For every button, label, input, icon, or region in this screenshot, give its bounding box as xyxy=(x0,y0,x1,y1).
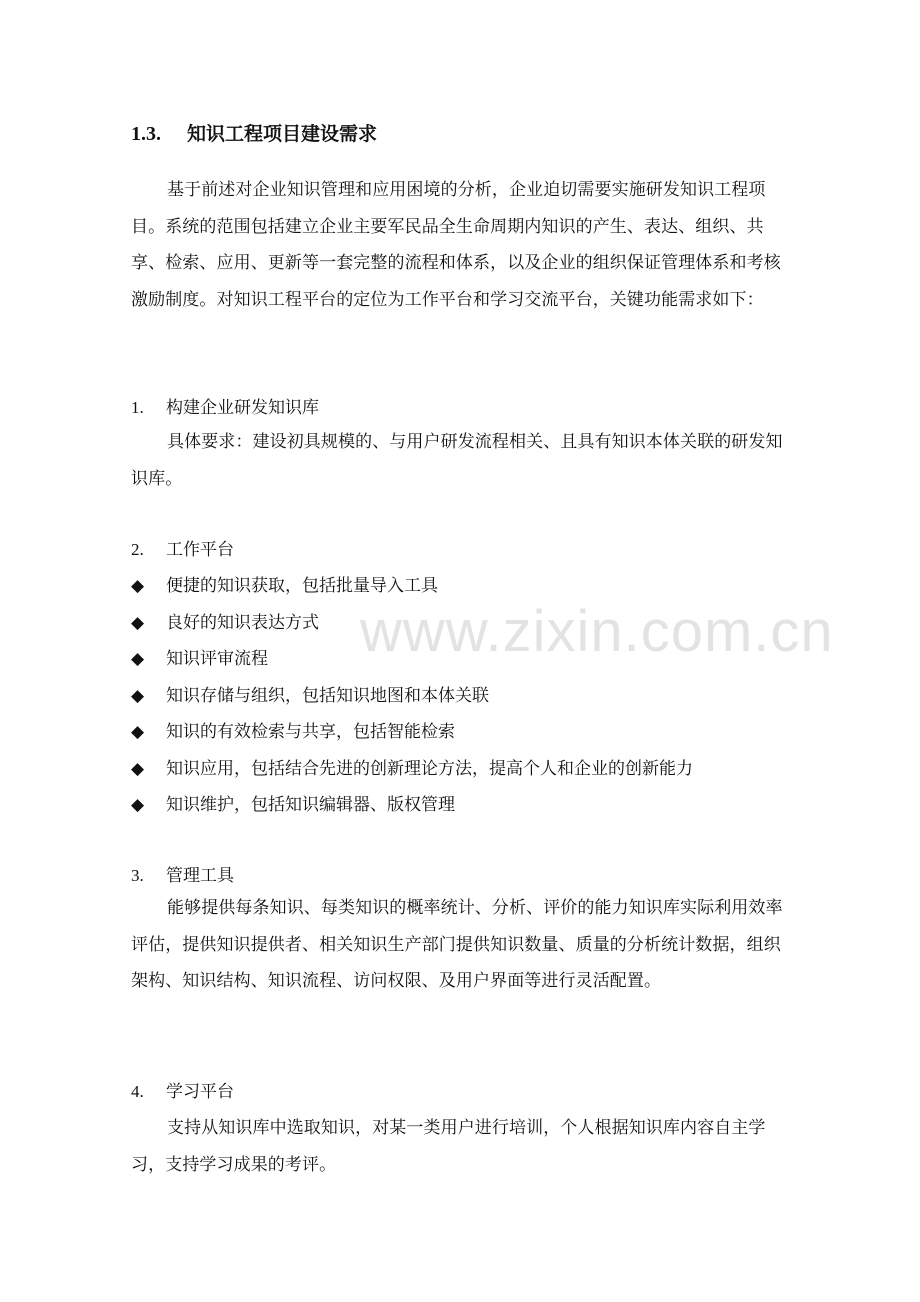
watermark: www.zixin.com.cn xyxy=(360,599,834,664)
diamond-bullet-icon: ◆ xyxy=(131,612,145,633)
item-2-label: 工作平台 xyxy=(166,540,234,560)
item-4-label: 学习平台 xyxy=(166,1082,234,1102)
bullet-text: 知识存储与组织，包括知识地图和本体关联 xyxy=(166,685,489,706)
intro-paragraph: 基于前述对企业知识管理和应用困境的分析，企业迫切需要实施研发知识工程项目。系统的范围包括建立企业主要军民品全生命周期内知识的产生、表达、组织、共享、检索、应用、更新等一套完整的流程和体系，以及企业的组织保证管理体系和考核激励制度。对知识工程平台的定位为工作平台和学习交流平台，关键功能需求如下： xyxy=(131,180,781,310)
diamond-bullet-icon: ◆ xyxy=(131,795,145,815)
bullet-text: 知识的有效检索与共享，包括智能检索 xyxy=(166,722,455,742)
section-heading xyxy=(131,121,377,147)
item-3-body: 能够提供每条知识、每类知识的概率统计、分析、评价的能力知识库实际利用效率评估，提供知识提供者、相关知识生产部门提供知识数量、质量的分析统计数据，组织架构、知识结构、知识流程、访问权限、及用户界面等进行灵活配置。 xyxy=(131,898,783,991)
diamond-bullet-icon: ◆ xyxy=(131,722,145,742)
item-4-number: 4. xyxy=(131,1082,144,1101)
item-1-label: 构建企业研发知识库 xyxy=(166,398,319,418)
bullet-text: 便捷的知识获取，包括批量导入工具 xyxy=(166,576,438,596)
bullet-text: 知识应用，包括结合先进的创新理论方法，提高个人和企业的创新能力 xyxy=(166,758,693,779)
bullet-text: 知识评审流程 xyxy=(166,649,268,669)
bullet-item xyxy=(131,755,693,792)
section-number: 1.3. xyxy=(131,123,161,145)
item-3-label: 管理工具 xyxy=(166,866,234,886)
bullet-item xyxy=(131,682,693,719)
item-3-number: 3. xyxy=(131,866,144,885)
section-title: 知识工程项目建设需求 xyxy=(187,123,378,145)
item-4-body: 支持从知识库中选取知识，对某一类用户进行培训，个人根据知识库内容自主学习，支持学习成果的考评。 xyxy=(131,1118,766,1175)
item-2-title xyxy=(131,538,234,562)
item-1-body: 具体要求：建设初具规模的、与用户研发流程相关、且具有知识本体关联的研发知识库。 xyxy=(131,432,783,489)
diamond-bullet-icon: ◆ xyxy=(131,576,145,596)
diamond-bullet-icon: ◆ xyxy=(131,685,145,706)
bullet-item xyxy=(131,791,693,828)
diamond-bullet-icon: ◆ xyxy=(131,649,145,669)
item-3-title xyxy=(131,864,234,888)
diamond-bullet-icon: ◆ xyxy=(131,758,145,779)
item-1-number: 1. xyxy=(131,398,144,417)
bullet-text: 知识维护，包括知识编辑器、版权管理 xyxy=(166,795,455,815)
bullet-item xyxy=(131,718,693,755)
bullet-text: 良好的知识表达方式 xyxy=(166,612,319,633)
item-1-title xyxy=(131,396,319,420)
item-2-number: 2. xyxy=(131,540,144,559)
item-4-title xyxy=(131,1080,234,1104)
